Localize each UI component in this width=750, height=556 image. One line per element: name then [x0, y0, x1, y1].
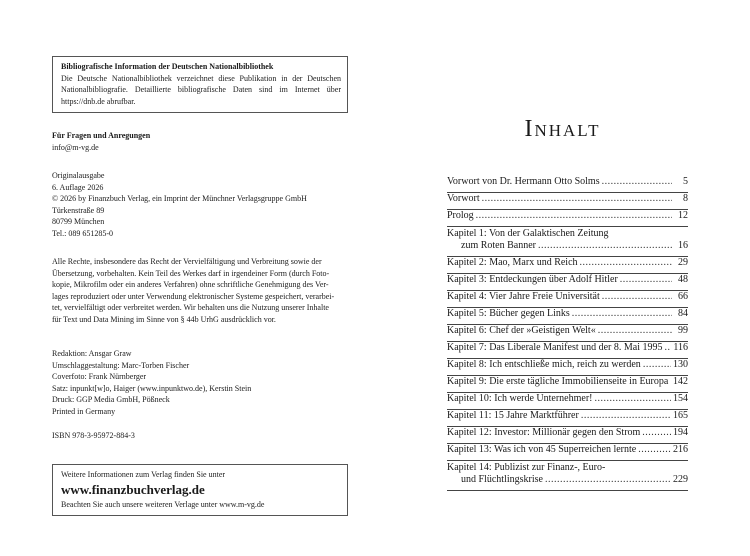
toc-leader-dots	[670, 376, 671, 387]
toc-entry-line	[447, 193, 688, 209]
toc-leader-dots	[642, 427, 671, 438]
toc-entry	[447, 376, 688, 393]
toc-leader-dots	[602, 291, 672, 302]
toc-entry-title: Kapitel 5: Bücher gegen Links	[447, 308, 570, 319]
toc-entry	[447, 427, 688, 444]
toc-page-number: 194	[673, 427, 688, 438]
toc-leader-dots	[545, 474, 671, 485]
toc-leader-dots	[620, 274, 672, 285]
toc-entry-line	[447, 342, 688, 358]
toc-leader-dots	[482, 193, 672, 204]
toc-leader-dots	[538, 240, 672, 251]
toc-leader-dots	[476, 210, 672, 221]
toc-entry-line	[447, 274, 688, 290]
contact-block	[52, 130, 150, 153]
credit-line: Satz: inpunkt[w]o, Haiger (www.inpunktwo.de), Kerstin Stein	[52, 383, 252, 393]
toc-entry-title: zum Roten Banner	[461, 240, 536, 251]
toc-page-number: 16	[678, 240, 688, 251]
toc-leader-dots	[665, 342, 672, 353]
toc-entry-title: Kapitel 4: Vier Jahre Freie Universität	[447, 291, 600, 302]
credit-line: Umschlaggestaltung: Marc-Torben Fischer	[52, 360, 190, 370]
toc-entry-line	[447, 240, 688, 256]
credit-line: Druck: GGP Media GmbH, Pößneck	[52, 395, 170, 404]
toc-page-number: 12	[678, 210, 688, 221]
toc-entry-line	[447, 393, 688, 409]
toc-entry-line	[447, 410, 688, 426]
toc-page-number: 99	[678, 325, 688, 336]
toc-entry	[447, 359, 688, 376]
toc-entry-line	[447, 210, 688, 226]
rights-line: Übersetzung, vorbehalten. Kein Teil des Werkes darf in irgendeiner Form (durch Foto-	[52, 268, 330, 278]
toc-leader-dots	[581, 410, 671, 421]
toc-leader-dots	[580, 257, 672, 268]
edition-block	[52, 170, 342, 239]
toc-entry	[447, 210, 688, 227]
toc-list	[447, 176, 688, 491]
toc-page-number: 29	[678, 257, 688, 268]
publisher-more-info: Weitere Informationen zum Verlag finden Sie unter	[61, 470, 226, 479]
rights-line: Alle Rechte, insbesondere das Recht der Vervielfältigung und Verbreitung sowie der	[52, 257, 322, 266]
edition-line: Türkenstraße 89	[52, 205, 105, 215]
toc-entry-title: Kapitel 9: Die erste tägliche Immobilienseite in Europa	[447, 376, 669, 387]
edition-line: 80799 München	[52, 217, 105, 226]
toc-page-number: 142	[673, 376, 688, 387]
toc-leader-dots	[595, 393, 672, 404]
toc-leader-dots	[598, 325, 672, 336]
isbn: ISBN 978-3-95972-884-3	[52, 431, 135, 440]
toc-page-number: 165	[673, 410, 688, 421]
toc-entry	[447, 257, 688, 274]
bibliographic-info-text: Die Deutsche Nationalbibliothek verzeichnet diese Publikation in der Deutschen Nationalbibliografie. Detaillierte bibliografische Daten sind im Internet über https://dnb.de abrufbar.	[61, 73, 341, 106]
toc-entry-title: Vorwort von Dr. Hermann Otto Solms	[447, 176, 600, 187]
toc-entry	[447, 444, 688, 461]
rights-line: für Text und Data Mining im Sinne von § 44b UrhG ausdrücklich vor.	[52, 314, 276, 324]
bibliographic-info-title: Bibliografische Information der Deutschen Nationalbibliothek	[61, 62, 274, 71]
toc-entry-title: Prolog	[447, 210, 474, 221]
toc-leader-dots	[572, 308, 672, 319]
toc-leader-dots	[643, 359, 671, 370]
publisher-info-box	[52, 464, 348, 516]
toc-heading: Inhalt	[524, 116, 601, 142]
toc-entry-title: Kapitel 1: Von der Galaktischen Zeitung	[447, 228, 609, 239]
toc-entry-title: Kapitel 2: Mao, Marx und Reich	[447, 257, 578, 268]
toc-entry	[447, 291, 688, 308]
toc-entry-title: Kapitel 6: Chef der »Geistigen Welt«	[447, 325, 596, 336]
toc-entry-title: Kapitel 11: 15 Jahre Marktführer	[447, 410, 579, 421]
toc-page-number: 229	[673, 474, 688, 485]
toc-entry-title: Kapitel 8: Ich entschließe mich, reich zu werden	[447, 359, 641, 370]
rights-line: kopie, Mikrofilm oder ein anderes Verfahren) ohne schriftliche Genehmigung des Ver-	[52, 280, 329, 289]
toc-entry	[447, 342, 688, 359]
toc-entry	[447, 308, 688, 325]
toc-page-number: 48	[678, 274, 688, 285]
contact-email: info@m-vg.de	[52, 142, 99, 152]
toc-entry	[447, 176, 688, 193]
toc-page-number: 130	[673, 359, 688, 370]
toc-page-number: 84	[678, 308, 688, 319]
toc-entry-line	[447, 474, 688, 490]
edition-line: Tel.: 089 651285-0	[52, 228, 113, 238]
edition-line: © 2026 by Finanzbuch Verlag, ein Imprint der Münchner Verlagsgruppe GmbH	[52, 194, 307, 203]
toc-entry	[447, 227, 688, 257]
publisher-website: www.finanzbuchverlag.de	[61, 482, 205, 497]
toc-entry-line	[447, 376, 688, 392]
toc-entry	[447, 393, 688, 410]
toc-page-number: 5	[683, 176, 688, 187]
bibliographic-info-box	[52, 56, 348, 113]
toc-entry-line	[447, 257, 688, 273]
toc-entry-line	[447, 359, 688, 375]
toc-leader-dots	[602, 176, 672, 187]
toc-entry-title: Kapitel 12: Investor: Millionär gegen den Strom	[447, 427, 641, 438]
toc-entry	[447, 461, 688, 491]
toc-entry-title: Kapitel 3: Entdeckungen über Adolf Hitler	[447, 274, 618, 285]
toc-page-number: 8	[683, 193, 688, 204]
toc-entry-title: Kapitel 14: Publizist zur Finanz-, Euro-	[447, 462, 606, 473]
toc-page-number: 66	[678, 291, 688, 302]
toc-page-number: 216	[673, 444, 688, 455]
toc-entry	[447, 325, 688, 342]
edition-line: Originalausgabe	[52, 171, 105, 180]
credit-line: Redaktion: Ansgar Graw	[52, 349, 132, 358]
toc-leader-dots	[638, 444, 671, 455]
rights-notice	[52, 256, 335, 325]
rights-line: lages reproduziert oder unter Verwendung elektronischer Systeme gespeichert, verarbei-	[52, 291, 335, 301]
toc-entry	[447, 193, 688, 210]
toc-entry-line	[447, 444, 688, 460]
toc-entry-title: und Flüchtlingskrise	[461, 474, 543, 485]
credit-line: Printed in Germany	[52, 406, 116, 416]
credit-line: Coverfoto: Frank Nürnberger	[52, 372, 147, 381]
toc-page-number: 116	[673, 342, 688, 353]
publisher-other-imprints: Beachten Sie auch unsere weiteren Verlage unter www.m-vg.de	[61, 500, 265, 509]
toc-entry-line	[447, 427, 688, 443]
toc-entry	[447, 274, 688, 291]
credits-block	[52, 348, 251, 417]
contact-label: Für Fragen und Anregungen	[52, 131, 151, 140]
toc-entry	[447, 410, 688, 427]
toc-entry-title: Vorwort	[447, 193, 480, 204]
toc-entry-title: Kapitel 10: Ich werde Unternehmer!	[447, 393, 593, 404]
toc-entry-title: Kapitel 7: Das Liberale Manifest und der 8. Mai 1995	[447, 342, 663, 353]
toc-entry-title: Kapitel 13: Was ich von 45 Superreichen lernte	[447, 444, 637, 455]
toc-entry-line	[447, 308, 688, 324]
toc-entry-line	[447, 176, 688, 192]
edition-line: 6. Auflage 2026	[52, 182, 104, 192]
toc-page-number: 154	[673, 393, 688, 404]
rights-line: tet, vervielfältigt oder verbreitet werden. Wir behalten uns die Nutzung unserer Inhalte	[52, 303, 329, 312]
toc-entry-line	[447, 291, 688, 307]
toc-entry-line	[447, 325, 688, 341]
